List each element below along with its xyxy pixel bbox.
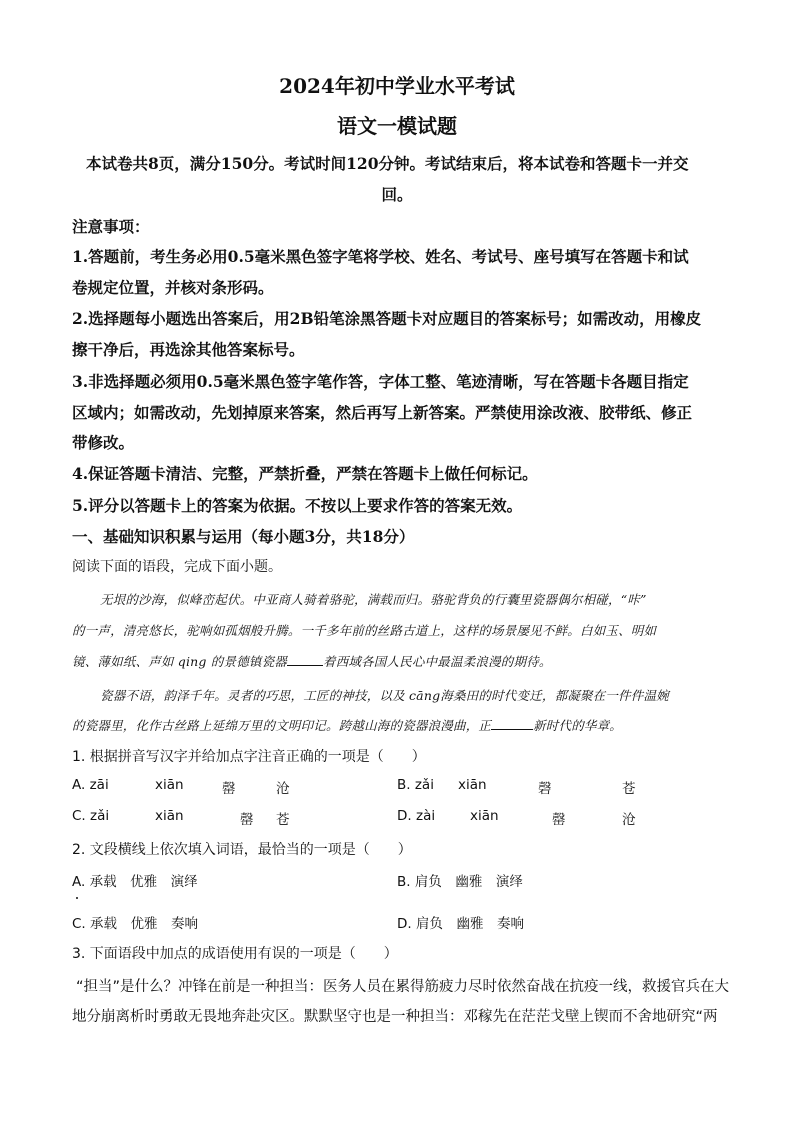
q1-option-d-char: 沧 (622, 812, 636, 828)
passage-line (72, 716, 732, 734)
q1-option-c-label: C. zǎi (72, 808, 110, 824)
q2-option-c: C. 承载 优雅 奏响 (72, 916, 199, 932)
q3-passage-line: 地分崩离析时勇敢无畏地奔赴灾区。默默坚守也是一种担当：邓稼先在茫茫戈壁上锲而不舍地研究“两 (72, 1009, 718, 1025)
note-line: 2.选择题每小题选出答案后，用2B铅笔涂黑答题卡对应题目的答案标号；如需改动，用橡皮 (72, 309, 702, 328)
section-heading: 一、基础知识积累与运用（每小题3分，共18分） (72, 527, 415, 546)
note-line: 3.非选择题必须用0.5毫米黑色签字笔作答，字体工整、笔迹清晰，写在答题卡各题目指定 (72, 372, 689, 391)
intro-line-1: 本试卷共8页，满分150分。考试时间120分钟。考试结束后，将本试卷和答题卡一并交 (86, 154, 689, 173)
q1-option-a-label: A. zāi (72, 777, 109, 793)
q1-option-b-char: 磬 (538, 781, 552, 797)
passage-text: 的瓷器里，化作古丝路上延绵万里的文明印记。跨越山海的瓷器浪漫曲，正 (72, 718, 492, 733)
passage-text: 着西域各国人民心中最温柔浪漫的期待。 (323, 654, 552, 669)
q1-option-a-char: 沧 (276, 781, 290, 797)
q1-option-a-pinyin: xiān (155, 777, 184, 793)
passage-line: 瓷器不语，韵泽千年。灵者的巧思，工匠的神技，以及 cāng海桑田的时代变迁，都凝聚在一件件温婉 (100, 688, 669, 703)
passage-line: 的一声，清亮悠长，驼响如孤烟般升腾。一千多年前的丝路古道上，这样的场景屡见不鲜。白如玉、明如 (72, 623, 657, 638)
q1-option-b-char: 苍 (622, 781, 636, 797)
reading-instruction: 阅读下面的语段，完成下面小题。 (72, 559, 282, 575)
question-2-stem: 2. 文段横线上依次填入词语，最恰当的一项是（ ） (72, 842, 412, 858)
fill-blank-2 (491, 728, 533, 730)
note-line: 4.保证答题卡清洁、完整，严禁折叠，严禁在答题卡上做任何标记。 (72, 464, 538, 483)
q1-option-c-char: 罄 (240, 812, 254, 828)
q1-option-a-char: 罄 (222, 781, 236, 797)
note-line: 区域内；如需改动，先划掉原来答案，然后再写上新答案。严禁使用涂改液、胶带纸、修正 (72, 403, 693, 422)
q1-option-c-pinyin: xiān (155, 808, 184, 824)
passage-line: 无垠的沙海，似峰峦起伏。中亚商人骑着骆驼，满载而归。骆驼背负的行囊里瓷器偶尔相碰，“咔” (100, 592, 647, 607)
q2-option-b: B. 肩负 幽雅 演绎 (397, 874, 523, 890)
passage-line (72, 652, 732, 670)
q1-option-d-label: D. zài (397, 808, 436, 824)
note-line: 1.答题前，考生务必用0.5毫米黑色签字笔将学校、姓名、考试号、座号填写在答题卡和试 (72, 247, 689, 266)
exam-subtitle: 语文一模试题 (337, 114, 457, 138)
q2-option-d: D. 肩负 幽雅 奏响 (397, 916, 524, 932)
question-1-stem: 1. 根据拼音写汉字并给加点字注音正确的一项是（ ） (72, 749, 426, 765)
intro-line-2: 回。 (381, 185, 413, 204)
question-3-stem: 3. 下面语段中加点的成语使用有误的一项是（ ） (72, 946, 398, 962)
q1-option-c-char: 苍 (276, 812, 290, 828)
note-line: 5.评分以答题卡上的答案为依据。不按以上要求作答的答案无效。 (72, 496, 523, 515)
notes-heading: 注意事项： (72, 217, 150, 236)
exam-title: 2024年初中学业水平考试 (279, 74, 515, 98)
fill-blank-1 (287, 664, 323, 666)
emphasis-dot (76, 897, 78, 899)
q3-passage-line: “担当”是什么？冲锋在前是一种担当：医务人员在累得筋疲力尽时依然奋战在抗疫一线，救援官兵在大 (76, 979, 730, 995)
q2-option-a: A. 承载 优雅 演绎 (72, 874, 198, 890)
note-line: 卷规定位置，并核对条形码。 (72, 278, 274, 297)
q1-option-d-pinyin: xiān (470, 808, 499, 824)
note-line: 带修改。 (72, 433, 135, 452)
passage-text: 镜、薄如纸、声如 qing 的景德镇瓷器 (72, 654, 287, 669)
q1-option-b-label: B. zǎi (397, 777, 434, 793)
q1-option-d-char: 罄 (552, 812, 566, 828)
q1-option-b-pinyin: xiān (458, 777, 487, 793)
note-line: 擦干净后，再选涂其他答案标号。 (72, 340, 305, 359)
passage-text: 新时代的华章。 (533, 718, 623, 733)
